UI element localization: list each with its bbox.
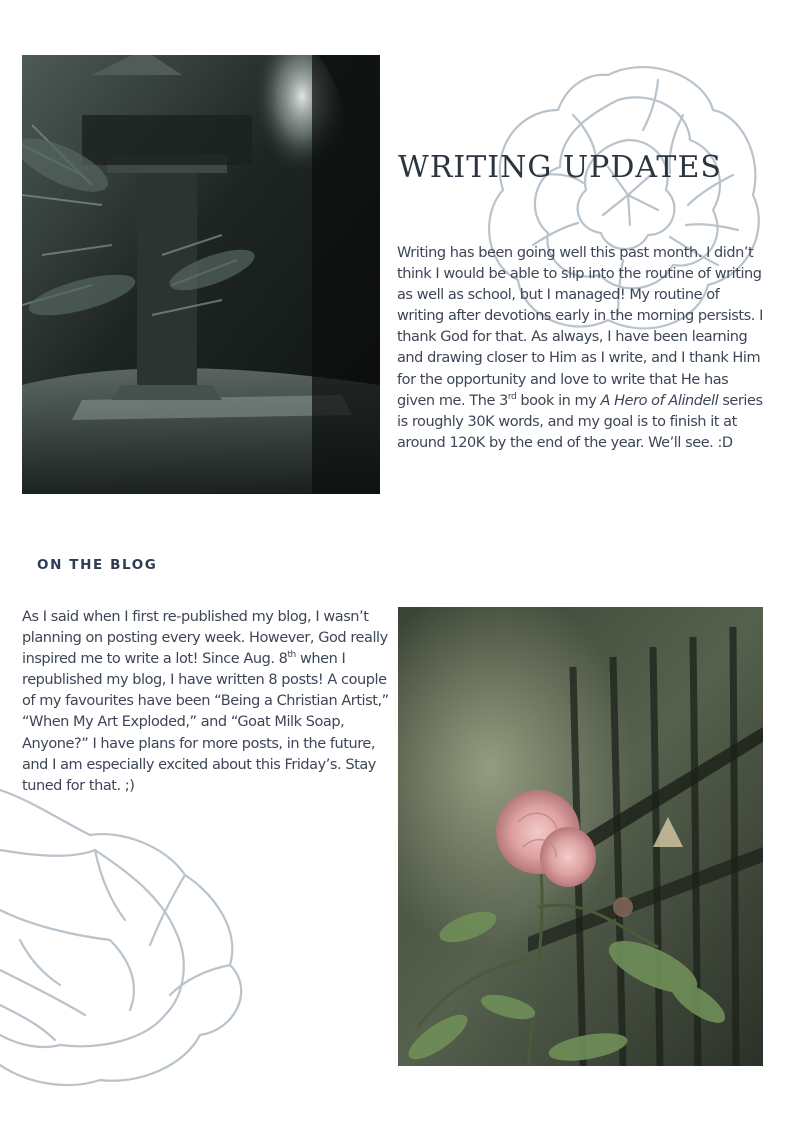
writing-updates-text-3: series is roughly 30K words, and my goal is to finish it at around 120K by the end of the year. We’ll see. :D	[397, 392, 763, 451]
flower-line-art-bottom	[0, 760, 260, 1095]
rose-photo	[398, 607, 763, 1066]
on-the-blog-text-1: As I said when I first re-published my blog, I wasn’t planning on posting every week. However, God really inspired me to write a lot! Since Aug. 8	[22, 609, 388, 668]
writing-updates-text-1: Writing has been going well this past month. I didn’t think I would be able to slip into the routine of writing as well as school, but I managed! My routine of writing after devotions early in the morning persists. I thank God for that. As always, I have been learning and drawing closer to Him as I write, and I thank Him for the opportunity and love to write that He has given me. The 3	[397, 245, 763, 409]
lamp-post-photo	[22, 55, 380, 494]
writing-updates-paragraph	[397, 243, 769, 454]
book-series-title: A Hero of Alindell	[600, 392, 719, 409]
writing-updates-text-2: book in my	[516, 392, 601, 409]
on-the-blog-paragraph	[22, 607, 390, 797]
ordinal-suffix-th: th	[287, 650, 296, 661]
on-the-blog-text-2: when I republished my blog, I have written 8 posts! A couple of my favourites have been “Being a Christian Artist,” “When My Art Exploded,” and “Goat Milk Soap, Anyone?” I have plans for more posts, in the future, and I am especially excited about this Friday’s. Stay tuned for that. ;)	[22, 651, 389, 794]
on-the-blog-heading: ON THE BLOG	[37, 557, 158, 573]
writing-updates-title: WRITING UPDATES	[398, 150, 722, 185]
ordinal-suffix-rd: rd	[507, 391, 517, 402]
